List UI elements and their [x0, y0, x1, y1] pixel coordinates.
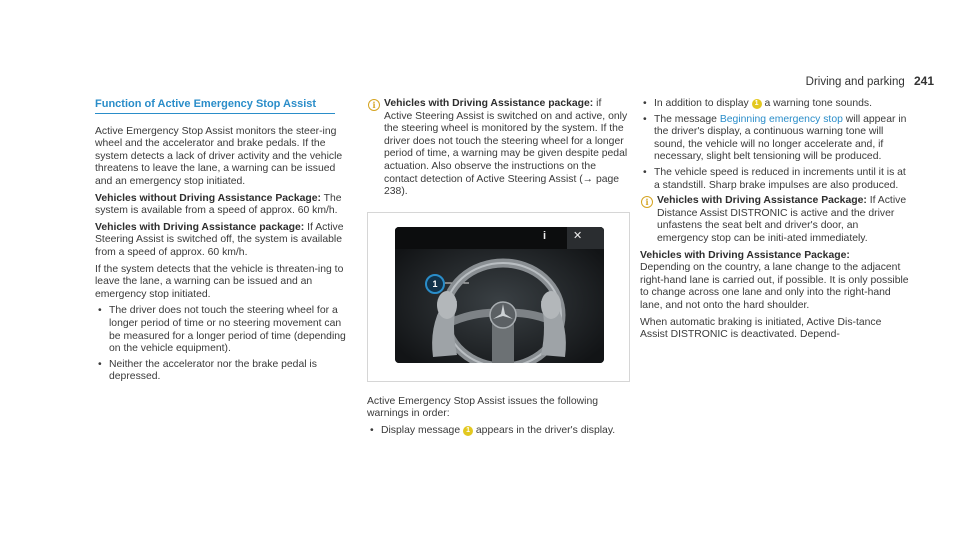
callout-marker: 1 [425, 274, 445, 294]
list-text: The message [654, 113, 720, 125]
list-item: • The vehicle speed is reduced in increments until it is at a standstill. Sharp brake impulses are also produced. [640, 167, 910, 192]
list-item [640, 114, 910, 164]
list-item [367, 425, 629, 438]
info-note [367, 98, 629, 199]
bold-label: Vehicles without Driving Assistance Package: [95, 192, 321, 204]
instrument-display [395, 227, 604, 363]
page-header [806, 74, 934, 88]
column-right [640, 98, 910, 346]
note-text: If Active Distance Assist DISTRONIC is active and the driver unfastens the seat belt and driver's door, an emergency stop can be initi-ated immediately. [657, 195, 907, 244]
bold-label: Vehicles with Driving Assistance package: [384, 98, 594, 109]
with-package-paragraph [95, 222, 355, 260]
info-icon: i [368, 99, 380, 111]
display-message-text: Beginning emergency stop [719, 113, 843, 125]
list-text: will appear in the driver's display, a continuous warning tone will sound, the vehicle will no longer accelerate and, if necessary, slight belt tensioning will be produced. [654, 113, 907, 163]
list-text: In addition to display [654, 98, 752, 109]
bold-label: Vehicles with Driving Assistance Package: [657, 195, 867, 207]
warning-list [367, 425, 629, 438]
list-item: • Neither the accelerator nor the brake pedal is depressed. [95, 359, 355, 384]
paragraph-text: The system is available from a speed of approx. 60 km/h. [95, 192, 342, 217]
info-icon: i [641, 196, 653, 208]
column-middle [367, 98, 629, 441]
info-note [640, 195, 910, 245]
warning-steps-list [640, 98, 910, 192]
info-button-glyph: i [543, 229, 547, 242]
column-left [95, 98, 355, 387]
bold-label: Vehicles with Driving Assistance package: [95, 221, 305, 233]
display-illustration [367, 212, 630, 382]
condition-list [95, 305, 355, 384]
list-text: appears in the driver's display. [473, 424, 616, 436]
bold-label: Vehicles with Driving Assistance Package: [640, 249, 850, 261]
warning-intro: Active Emergency Stop Assist issues the following warnings in order: [367, 395, 599, 420]
without-package-paragraph [95, 193, 355, 218]
list-item [640, 98, 910, 111]
callout-number: 1 [752, 99, 762, 109]
section-heading: Function of Active Emergency Stop Assist [95, 98, 335, 114]
detection-paragraph: If the system detects that the vehicle is threaten-ing to leave the lane, a warning can be issued and an emergency stop initiated. [95, 263, 344, 300]
paragraph-text: If Active Steering Assist is switched off, the system is available from a speed of approx. 60 km/h. [95, 221, 344, 258]
braking-paragraph: When automatic braking is initiated, Active Dis-tance Assist DISTRONIC is deactivated. Depend- [640, 316, 882, 341]
steering-wheel-graphic [395, 227, 604, 363]
page-number: 241 [913, 74, 934, 88]
close-icon: ✕ [573, 229, 583, 242]
intro-paragraph: Active Emergency Stop Assist monitors the steer-ing wheel and the accelerator and brake pedals. If the system detects a lack of driver activity and the vehicle threatens to leave the lane, a warning can be issued and an emergency stop initiated. [95, 125, 343, 187]
list-text: Display message [381, 424, 464, 436]
list-text: a warning tone sounds. [761, 98, 872, 109]
callout-number: 1 [463, 426, 473, 436]
note-text: if Active Steering Assist is switched on and active, only the steering wheel is monitored by the system. If the driver does not touch the steering wheel for a longer period of time, a warning may be given despite pedal actuation. Also observe the instructions on the contact detection of Active Steering Assist (→ page 238). [384, 98, 628, 198]
package-heading [640, 250, 910, 263]
list-item: • The driver does not touch the steering wheel for a longer period of time or no steering movement can be measured for a longer period of time (depending on the vehicle equipment). [95, 305, 355, 355]
lane-change-paragraph: Depending on the country, a lane change to the adjacent right-hand lane is carried out, if possible. It is only possible to change across one lane and only into the right-hand lane, and not onto the hard shoulder. [640, 262, 909, 311]
section-title: Driving and parking [805, 76, 905, 88]
